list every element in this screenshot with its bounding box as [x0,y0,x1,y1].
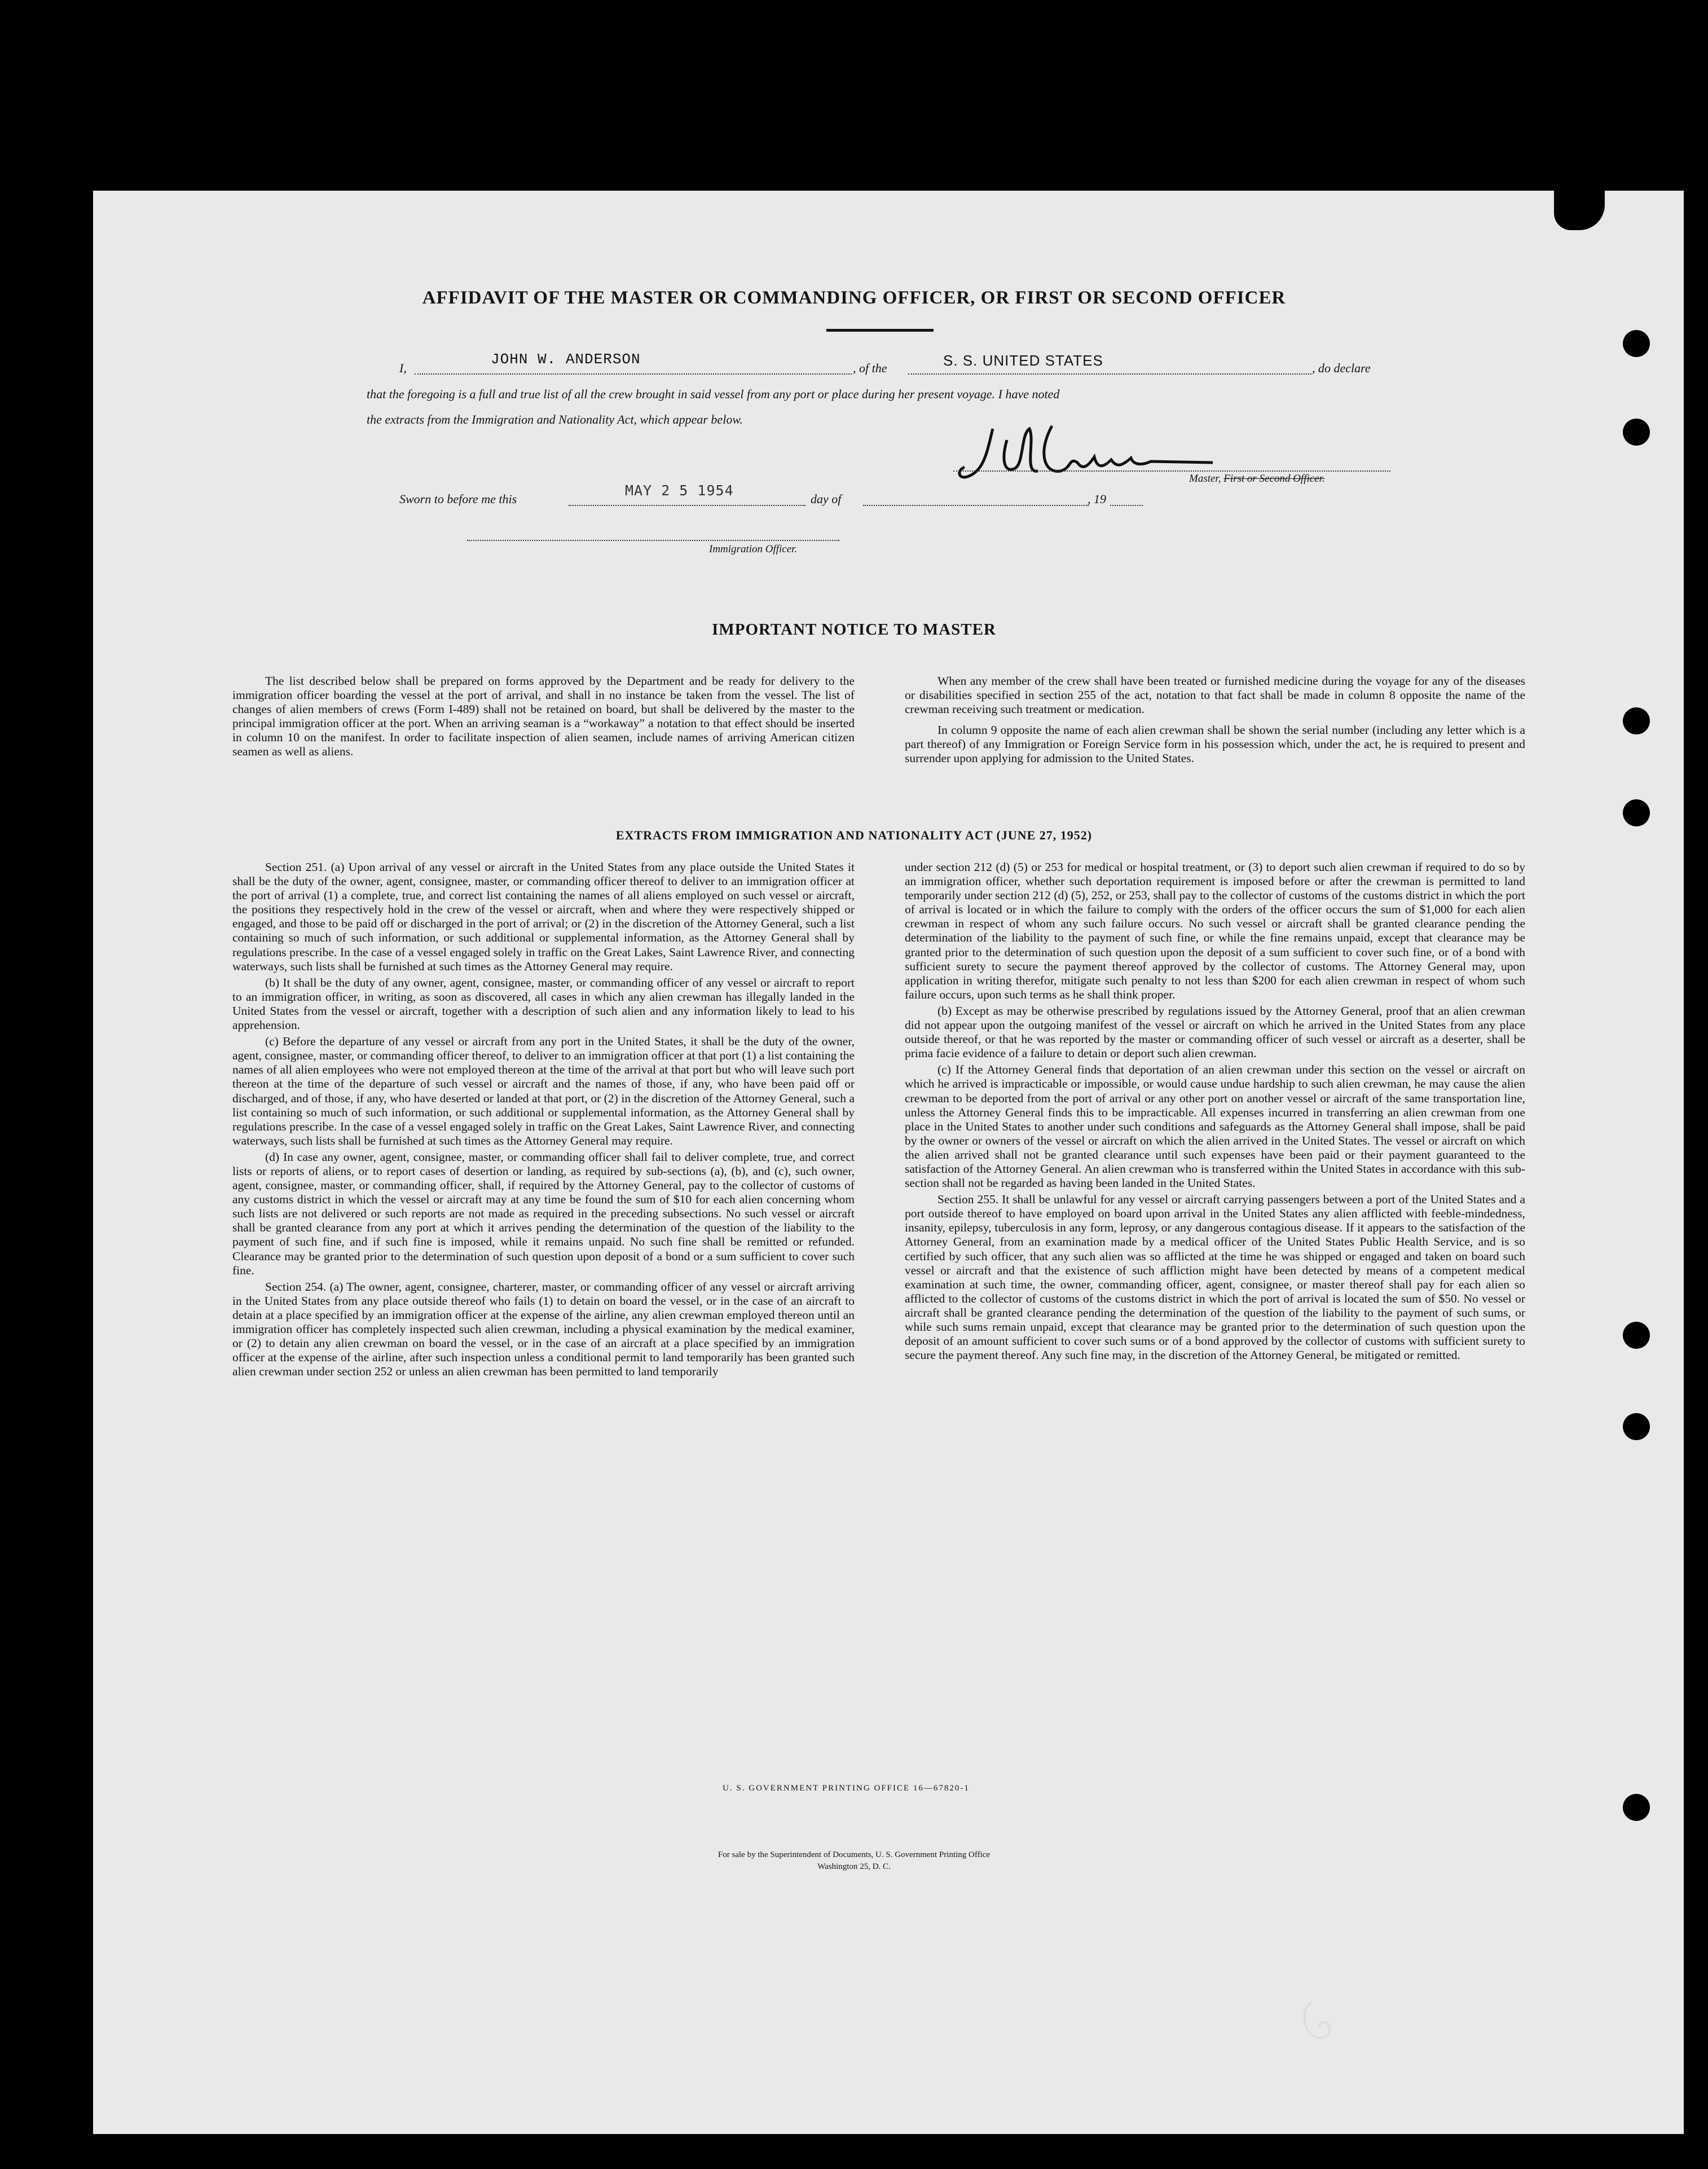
officer-name-line [415,373,852,375]
affidavit-title: AFFIDAVIT OF THE MASTER OR COMMANDING OFFICER, OR FIRST OR SECOND OFFICER [422,288,1286,308]
extract-paragraph: (d) In case any owner, agent, consignee, master, or commanding officer shall fail to deliver complete, true, and correct lists or reports of aliens, or to report cases of desertion or landing, as required by sub-sections (a), (b), and (c), such owner, agent, consignee, master, or commanding officer, shall, if required by the Attorney General, pay to the collector of customs of any customs district in which the vessel or aircraft may at any time be found the sum of $10 for each alien concerning whom such lists are not delivered or such reports are not made as required in the preceding subsections. No such vessel or aircraft shall be granted clearance from any port at which it arrives pending the determination of the question of the liability to the payment of such fine, and if such fine is imposed, while it remains unpaid. No such fine shall be remitted or refunded. Clearance may be granted prior to the determination of such question upon deposit of a bond or a sum sufficient to cover such fine. [232,1150,855,1277]
immigration-officer-label: Immigration Officer. [709,543,798,555]
notice-right-paragraph-2: In column 9 opposite the name of each alien crewman shall be shown the serial number (including any letter which is a part thereof) of any Immigration or Foreign Service form in his possession which, under the act, he is required to present and surrender upon applying for admission to the United States. [905,723,1525,765]
notice-left-paragraph: The list described below shall be prepared on forms approved by the Department and be ready for delivery to the immigration officer boarding the vessel at the port of arrival, and shall in no instance be taken from the vessel. The list of changes of alien members of crews (Form I-489) shall not be retained on board, but shall be delivered by the master to the principal immigration officer at the port. When an arriving seaman is a “workaway” a notation to that effect should be inserted in column 10 on the manifest. In order to facilitate inspection of alien seamen, include names of arriving American citizen seamen as well as aliens. [232,674,855,759]
struck-officer-title: First or Second Officer. [1223,473,1325,485]
officer-name: JOHN W. ANDERSON [491,351,641,368]
punch-hole [1623,419,1650,446]
of-the-label: , of the [853,361,887,375]
affidavit-i: I, [399,361,407,375]
extracts-left-column [232,860,855,1381]
declaration-line-2: that the foregoing is a full and true list of all the crew brought in said vessel from any port or place during her present voyage. I have noted [367,387,1060,401]
sale-line-2: Washington 25, D. C. [817,1862,891,1871]
punch-hole [1623,1322,1650,1349]
extract-paragraph: (c) Before the departure of any vessel or aircraft from any port in the United States, it shall be the duty of the owner, agent, consignee, master, or commanding officer thereof, to deliver to an immigration officer at that port (1) a list containing the names of all alien employees who were not employed thereon at the time of the arrival at that port but who will leave such port thereon at the time of the departure of such vessel or aircraft and the names of those, if any, who have been paid off or discharged, and of those, if any, who have deserted or landed at that port, or (2) in the discretion of the Attorney General, such a list containing so much of such information, or such additional or supplemental information, as the Attorney General shall by regulations prescribe. In the case of a vessel engaged solely in traffic on the Great Lakes, Saint Lawrence River, and connecting waterways, such lists shall be furnished at such times as the Attorney General may require. [232,1035,855,1147]
extract-paragraph: Section 255. It shall be unlawful for any vessel or aircraft carrying passengers between a port of the United States and a port outside thereof to have employed on board upon arrival in the United States any alien afflicted with feeble-mindedness, insanity, epilepsy, tuberculosis in any form, leprosy, or any dangerous contagious disease. If it appears to the satisfaction of the Attorney General, from an examination made by a medical officer of the United States Public Health Service, and is so certified by such officer, that any such alien was so afflicted at the time he was shipped or engaged and taken on board such vessel or aircraft and that the existence of such affliction might have been detected by means of a competent medical examination at such time, the owner, commanding officer, agent, consignee, or master thereof shall pay for each alien so afflicted to the collector of customs of the customs district in which the port of arrival is located the sum of $50. No vessel or aircraft shall be granted clearance pending the determination of the question of the liability to the payment of such sums, or while such sums remain unpaid, except that clearance may be granted prior to the determination of such question upon the deposit of an amount sufficient to cover such sums or of a bond approved by the collector of customs with sufficient surety to secure the payment thereof. Any such fine may, in the discretion of the Attorney General, be mitigated or remitted. [905,1193,1525,1362]
sworn-label: Sworn to before me this [399,492,517,506]
punch-hole [1623,330,1650,357]
sworn-year-line [1110,505,1143,506]
extracts-heading: EXTRACTS FROM IMMIGRATION AND NATIONALITY ACT (JUNE 27, 1952) [615,828,1093,842]
master-title: Master, [1189,473,1221,485]
extract-paragraph: Section 251. (a) Upon arrival of any vessel or aircraft in the United States from any place outside the United States it shall be the duty of the owner, agent, consignee, master, or commanding officer thereof to deliver to an immigration officer at the port of arrival (1) a complete, true, and correct list containing the names of all aliens employed on such vessel or aircraft, the positions they respectively hold in the crew of the vessel or aircraft, when and where they were respectively shipped or engaged, and those to be paid off or discharged in the port of arrival; or (2) in the discretion of the Attorney General, such a list containing so much of such information, or such additional or supplemental information, as the Attorney General shall by regulations prescribe. In the case of a vessel engaged solely in traffic on the Great Lakes, Saint Lawrence River, and connecting waterways, such lists shall be furnished at such times as the Attorney General may require. [232,860,855,973]
extract-paragraph: under section 212 (d) (5) or 253 for medical or hospital treatment, or (3) to deport such alien crewman if required to do so by an immigration officer, whether such deportation requirement is imposed before or after the crewman is permitted to land temporarily under section 212 (d) (5), 252, or 253, shall pay to the collector of customs of the customs district in which the port of arrival is located or in which the failure to comply with the orders of the officer occurs the sum of $1,000 for each alien crewman in respect of whom any such failure occurs. No such vessel or aircraft shall be granted clearance pending the determination of the liability to the payment of such fine, or while the fine remains unpaid, except that clearance may be granted prior to the determination of such question upon the deposit of a sum sufficient to cover such fine, or of a bond with sufficient surety to secure the payment thereof approved by the collector of customs. The Attorney General may, upon application in writing therefor, mitigate such penalty to not less than $200 for each alien crewman in respect of whom such failure occurs, upon such terms as he shall think proper. [905,860,1525,1001]
master-signature [953,417,1224,485]
notice-left-column [232,674,855,762]
master-label [1189,473,1325,485]
notice-heading: IMPORTANT NOTICE TO MASTER [712,621,996,639]
master-signature-line [953,470,1390,472]
title-rule [826,329,934,332]
sworn-day-line [569,505,805,506]
printer-line: U. S. GOVERNMENT PRINTING OFFICE 16—67820-1 [723,1784,970,1793]
vessel-name-line [908,373,1311,375]
punch-hole [1623,1794,1650,1821]
day-of-label: day of [811,492,842,506]
extracts-right-column [905,860,1525,1365]
extract-paragraph: (b) Except as may be otherwise prescribed by regulations issued by the Attorney General, proof that an alien crewman did not appear upon the outgoing manifest of the vessel or aircraft on which he arrived in the United States from any place outside thereof, or that he was reported by the master or commanding officer of such vessel or aircraft as a deserter, shall be prima facie evidence of a failure to detain or deport such alien crewman. [905,1004,1525,1061]
extract-paragraph: Section 254. (a) The owner, agent, consignee, charterer, master, or commanding officer of any vessel or aircraft arriving in the United States from any place outside thereof who fails (1) to detain on board the vessel, or in the case of an aircraft to detain at a place specified by an immigration officer at the expense of the airline, any alien crewman employed thereon until an immigration officer has completely inspected such alien crewman, including a physical examination by the medical examiner, or (2) to detain any alien crewman on board the vessel, or in the case of an aircraft at a place specified by an immigration officer at the expense of the airline, after such inspection unless a conditional permit to land temporarily has been granted such alien crewman under section 252 or unless an alien crewman has been permitted to land temporarily [232,1279,855,1379]
do-declare-label: , do declare [1312,361,1371,375]
sworn-date-stamp: MAY 2 5 1954 [625,482,734,499]
sworn-month-line [863,505,1089,506]
sale-line-1: For sale by the Superintendent of Documents, U. S. Government Printing Office [717,1850,991,1859]
punch-hole [1623,1413,1650,1440]
extract-paragraph: (c) If the Attorney General finds that deportation of an alien crewman under this section on the vessel or aircraft on which he arrived is impracticable or impossible, or would cause undue hardship to such alien crewman, he may cause the alien crewman to be deported from the port of arrival or any other port on another vessel or aircraft of the same transportation line, unless the Attorney General finds this to be impracticable. All expenses incurred in transferring an alien crewman from one place in the United States to another under such conditions and safeguards as the Attorney General shall impose, shall be paid by the owner or owners of the vessel or aircraft on which the alien arrived in the United States. The vessel or aircraft on which the alien arrived shall not be granted clearance until such expenses have been paid or their payment guaranteed to the satisfaction of the Attorney General. An alien crewman who is transferred within the United States in accordance with this sub-section shall not be regarded as having been landed in the United States. [905,1063,1525,1190]
vessel-name: S. S. UNITED STATES [943,352,1103,369]
immigration-officer-line [467,540,839,541]
year-prefix-label: , 19 [1088,492,1106,506]
punch-hole [1623,799,1650,826]
notice-right-paragraph-1: When any member of the crew shall have been treated or furnished medicine during the voyage for any of the diseases or disabilities specified in section 255 of the act, notation to that fact shall be made in column 8 opposite the name of the crewman receiving such treatment or medication. [905,674,1525,716]
declaration-line-3: the extracts from the Immigration and Nationality Act, which appear below. [367,412,743,426]
punch-hole [1623,707,1650,734]
extract-paragraph: (b) It shall be the duty of any owner, agent, consignee, master, or commanding officer of any vessel or aircraft to report to an immigration officer, in writing, as soon as discovered, all cases in which any alien crewman has illegally landed in the United States from the vessel or aircraft, together with a description of such alien and any information likely to lead to his apprehension. [232,975,855,1032]
notice-right-column [905,674,1525,768]
pencil-mark [1295,1997,1345,2048]
